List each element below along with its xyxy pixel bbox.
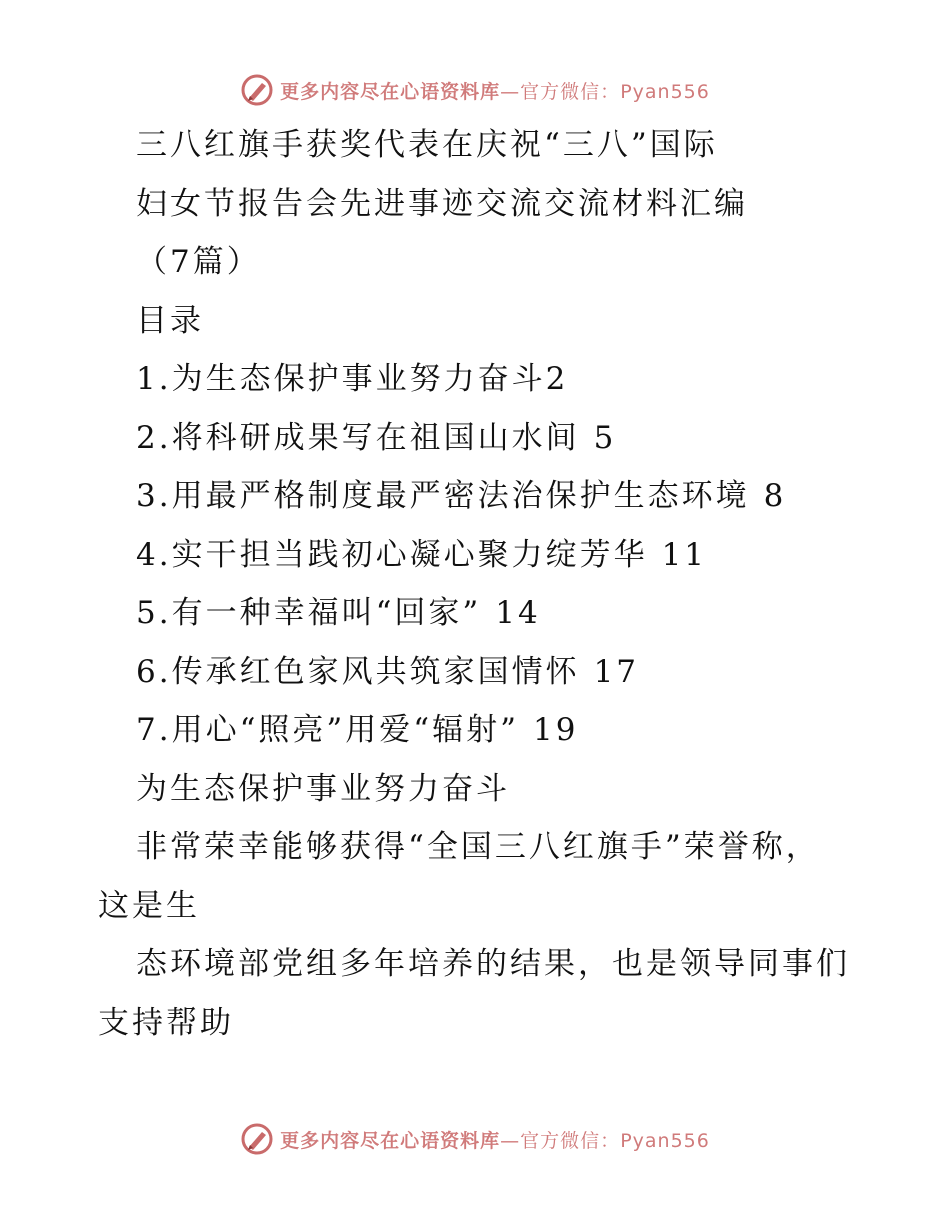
toc-item-label: 6.传承红色家风共筑家国情怀 <box>136 653 580 690</box>
watermark-dash: — <box>500 80 521 103</box>
watermark-text <box>280 1126 710 1153</box>
toc-item[interactable] <box>98 701 878 760</box>
paragraph-line: 这是生 <box>98 887 200 924</box>
watermark-footer <box>0 1119 950 1159</box>
watermark-wechat-id: Pyan556 <box>620 80 710 103</box>
toc-item-page: 8 <box>763 478 787 514</box>
document-title-line-3: （7篇） <box>136 244 261 280</box>
toc-item-page: 14 <box>495 595 541 631</box>
pen-circle-logo-icon <box>240 73 274 107</box>
watermark-dash: — <box>500 1129 521 1152</box>
toc-item[interactable] <box>98 467 878 526</box>
watermark-header <box>0 70 950 110</box>
pen-circle-logo-icon <box>240 1122 274 1156</box>
watermark-wechat-id: Pyan556 <box>620 1129 710 1152</box>
watermark-text <box>280 77 710 104</box>
toc-item-page: 19 <box>532 712 579 748</box>
toc-item-page: 5 <box>593 419 617 456</box>
toc-item[interactable] <box>98 526 878 585</box>
document-body <box>98 116 878 1052</box>
toc-item[interactable] <box>98 584 878 643</box>
toc-item-label: 4.实干担当践初心凝心聚力绽芳华 <box>136 536 648 573</box>
toc-item-label: 7.用心“照亮”用爱“辐射” <box>136 712 519 748</box>
watermark-site: 更多内容尽在心语资料库 <box>280 1129 501 1152</box>
paragraph-line: 态环境部党组多年培养的结果，也是领导同事们 <box>136 946 850 982</box>
toc-item-page: 11 <box>661 536 708 573</box>
toc-item[interactable] <box>98 643 878 702</box>
document-title-line-2: 妇女节报告会先进事迹交流交流材料汇编 <box>136 185 748 222</box>
paragraph-line: 非常荣幸能够获得“全国三八红旗手”荣誉称， <box>136 829 820 865</box>
document-title-line-1: 三八红旗手获奖代表在庆祝“三八”国际 <box>136 127 718 163</box>
toc-item-page: 17 <box>593 653 640 690</box>
paragraph-line: 支持帮助 <box>98 1004 234 1041</box>
toc-heading: 目录 <box>136 302 204 339</box>
toc-item-label: 1.为生态保护事业努力奋斗 <box>136 361 546 397</box>
toc-item-label: 5.有一种幸福叫“回家” <box>136 595 482 631</box>
toc-item-label: 2.将科研成果写在祖国山水间 <box>136 419 580 456</box>
section-heading: 为生态保护事业努力奋斗 <box>136 770 510 807</box>
watermark-site: 更多内容尽在心语资料库 <box>280 80 501 103</box>
toc-item-page: 2 <box>545 361 569 397</box>
toc-item[interactable] <box>98 409 878 468</box>
toc-item-label: 3.用最严格制度最严密法治保护生态环境 <box>136 478 750 514</box>
toc-item[interactable] <box>98 350 878 409</box>
watermark-wechat-label: 官方微信： <box>520 80 621 103</box>
watermark-wechat-label: 官方微信： <box>520 1129 621 1152</box>
